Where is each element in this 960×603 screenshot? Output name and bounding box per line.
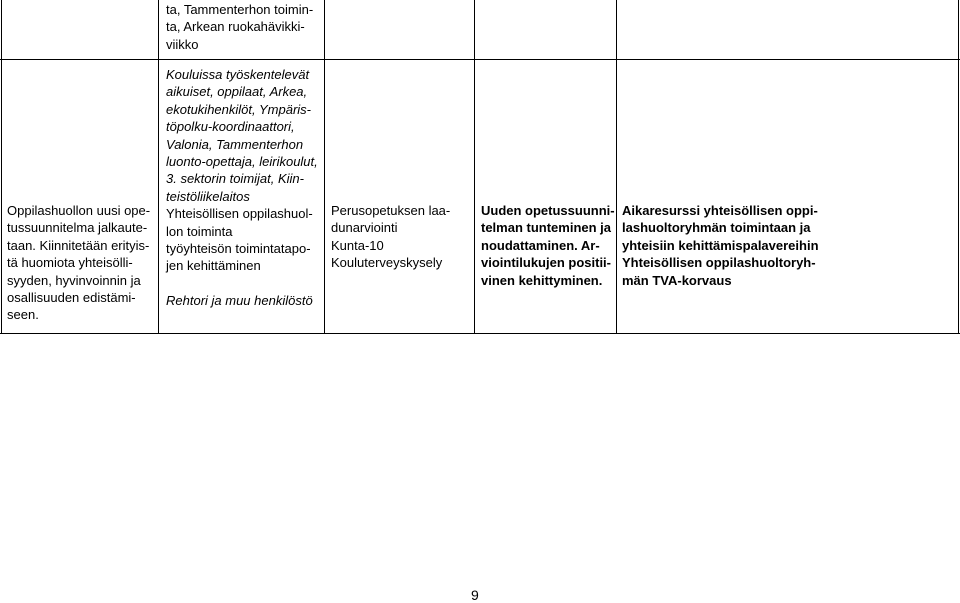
cell-line: noudattaminen. Ar- bbox=[481, 237, 600, 253]
cell-line: män TVA-korvaus bbox=[622, 272, 732, 288]
cell-line: tussuunnitelma jalkaute- bbox=[7, 220, 148, 236]
resources-cell bbox=[622, 202, 819, 289]
cell-line-italic: Kouluissa työskentelevät bbox=[166, 67, 310, 82]
actors-cell bbox=[166, 66, 318, 309]
cell-line-italic: töpolku-koordinaattori, bbox=[166, 119, 295, 135]
table-column-divider-2 bbox=[324, 0, 325, 334]
cell-line: osallisuuden edistämi- bbox=[7, 290, 136, 306]
cell-line-italic: aikuiset, oppilaat, Arkea, bbox=[166, 84, 308, 100]
cell-line: yhteisiin kehittämispalavereihin bbox=[622, 237, 819, 253]
cell-line: dunarviointi bbox=[331, 220, 398, 236]
cell-line: telman tunteminen ja bbox=[481, 220, 612, 236]
cell-line-italic: Rehtori ja muu henkilöstö bbox=[166, 292, 313, 308]
goal-cell bbox=[7, 202, 150, 324]
cell-line: Yhteisöllisen oppilashuol- bbox=[166, 206, 313, 222]
top-cell-line: viikko bbox=[166, 36, 199, 52]
page-number: 9 bbox=[471, 587, 479, 603]
cell-line: tä huomiota yhteisölli- bbox=[7, 255, 133, 271]
cell-line: vinen kehittyminen. bbox=[481, 272, 603, 288]
cell-line: viointilukujen positii- bbox=[481, 255, 611, 271]
cell-line: jen kehittäminen bbox=[166, 258, 261, 274]
cell-line: työyhteisön toimintatapo- bbox=[166, 241, 311, 257]
cell-line: Perusopetuksen laa- bbox=[331, 203, 451, 218]
cell-line: Aikaresurssi yhteisöllisen oppi- bbox=[622, 203, 818, 218]
cell-line-italic: 3. sektorin toimijat, Kiin- bbox=[166, 171, 304, 187]
cell-line: Kunta-10 bbox=[331, 237, 384, 253]
table-column-divider-3 bbox=[474, 0, 475, 334]
cell-line: syyden, hyvinvoinnin ja bbox=[7, 272, 141, 288]
cell-line: lashuoltoryhmän toimintaan ja bbox=[622, 220, 811, 236]
table-bottom-border bbox=[0, 333, 960, 334]
indicators-cell bbox=[481, 202, 615, 289]
cell-line: seen. bbox=[7, 307, 39, 323]
top-cell-text bbox=[166, 1, 313, 53]
cell-line: Oppilashuollon uusi ope- bbox=[7, 203, 151, 218]
cell-line-italic: teistöliikelaitos bbox=[166, 188, 250, 204]
cell-line-italic: ekotukihenkilöt, Ympäris- bbox=[166, 101, 311, 117]
cell-line-italic: luonto-opettaja, leirikoulut, bbox=[166, 154, 318, 170]
top-cell-line: ta, Tammenterhon toimin- bbox=[166, 2, 314, 17]
evaluation-cell bbox=[331, 202, 450, 272]
table-column-divider-4 bbox=[616, 0, 617, 334]
table-border-left bbox=[1, 0, 2, 334]
table-border-right bbox=[958, 0, 959, 334]
cell-line: Kouluterveyskysely bbox=[331, 255, 443, 271]
table-row-divider bbox=[0, 59, 960, 60]
cell-line: Yhteisöllisen oppilashuoltoryh- bbox=[622, 255, 816, 271]
table-column-divider-1 bbox=[158, 0, 159, 334]
top-cell-line: ta, Arkean ruokahävikki- bbox=[166, 19, 305, 35]
cell-line-italic: Valonia, Tammenterhon bbox=[166, 136, 304, 152]
cell-line: Uuden opetussuunni- bbox=[481, 203, 615, 218]
cell-line: taan. Kiinnitetään erityis- bbox=[7, 237, 150, 253]
cell-line: lon toiminta bbox=[166, 223, 233, 239]
